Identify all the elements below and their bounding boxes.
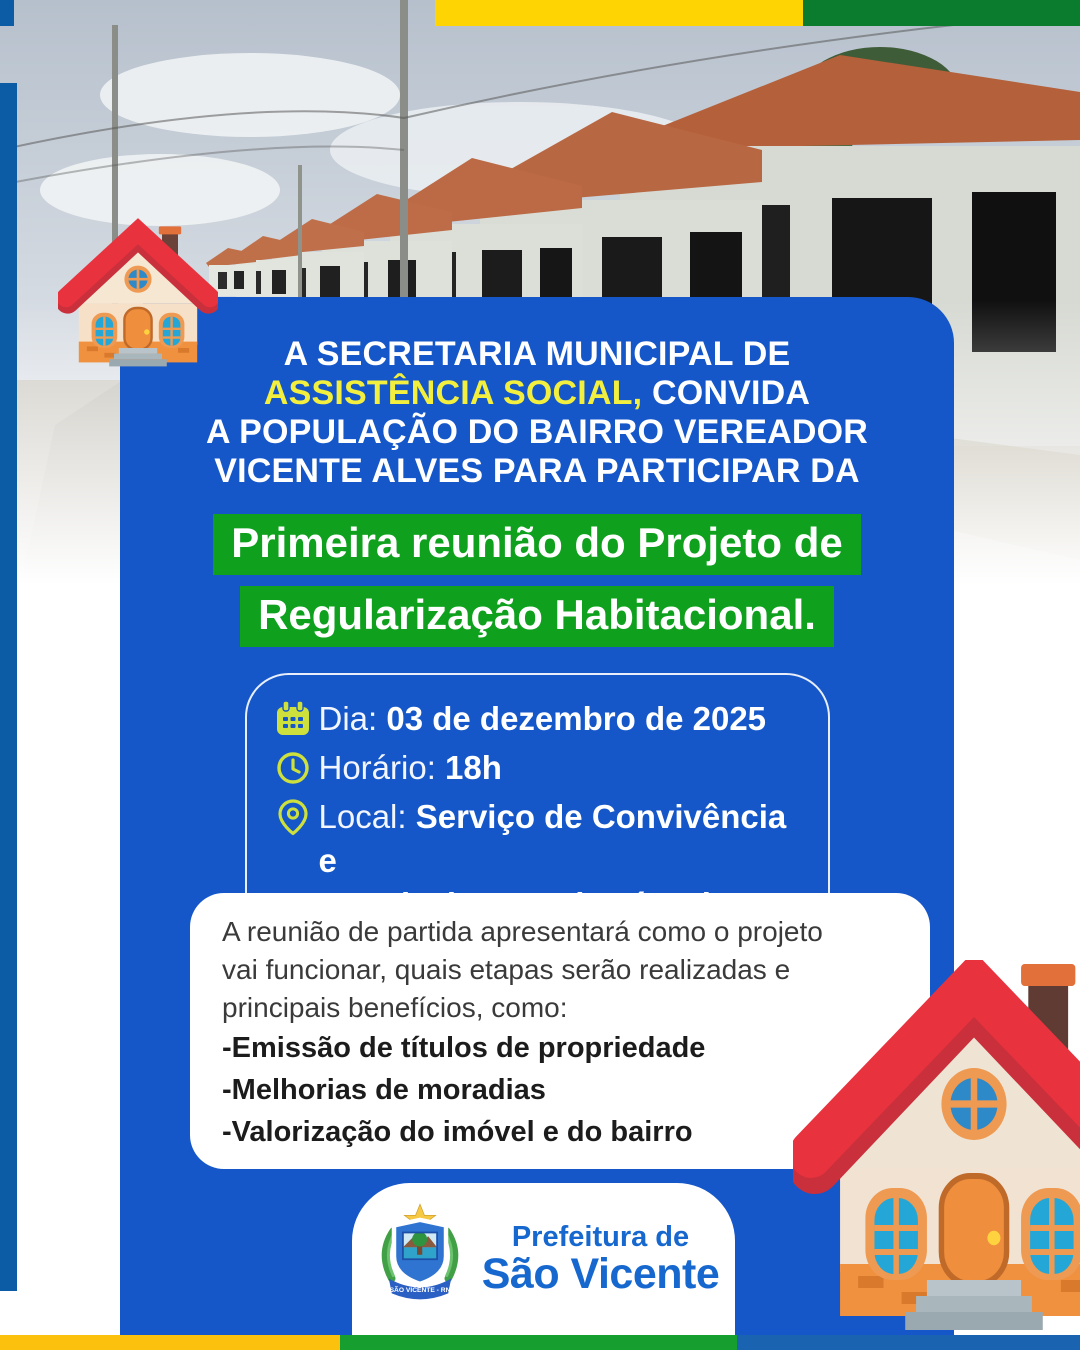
- bottom-bar-blue: [737, 1335, 1080, 1350]
- invitation-line-1: A SECRETARIA MUNICIPAL DE: [283, 335, 791, 373]
- calendar-icon: [273, 697, 319, 744]
- description-line: A reunião de partida apresentará como o projeto: [222, 916, 823, 947]
- benefit-item: -Melhorias de moradias: [222, 1074, 546, 1106]
- detail-row-time: [273, 746, 802, 793]
- coat-of-arms: [368, 1198, 472, 1321]
- logo-line-1: Prefeitura de: [511, 1221, 690, 1253]
- benefit-item: -Emissão de títulos de propriedade: [222, 1032, 706, 1064]
- detail-time: Horário: 18h: [318, 749, 502, 786]
- invitation-line-4: VICENTE ALVES PARA PARTICIPAR DA: [214, 452, 860, 490]
- invitation-line-2: ASSISTÊNCIA SOCIAL, CONVIDA: [263, 374, 811, 412]
- description-line: vai funcionar, quais etapas serão realizadas e: [222, 954, 791, 985]
- house-illustration-bottom-right: [793, 960, 1080, 1340]
- event-title-line-1: Primeira reunião do Projeto de: [213, 514, 860, 575]
- house-illustration-top-left: [58, 218, 218, 374]
- location-pin-icon: [273, 795, 319, 842]
- bottom-bar-green: [340, 1335, 737, 1350]
- bottom-bar-yellow: [0, 1335, 340, 1350]
- highlighted-department: ASSISTÊNCIA SOCIAL,: [263, 374, 643, 412]
- top-bar-yellow: [435, 0, 803, 26]
- left-edge-strip: [0, 83, 17, 1291]
- left-corner-accent: [0, 0, 14, 26]
- svg-text:SÃO VICENTE - RN: SÃO VICENTE - RN: [389, 1286, 451, 1294]
- benefit-item: -Valorização do imóvel e do bairro: [222, 1116, 693, 1148]
- clock-icon: [273, 746, 319, 793]
- city-hall-logo: [352, 1183, 735, 1335]
- event-title-line-2: Regularização Habitacional.: [240, 586, 834, 647]
- detail-row-date: [273, 697, 802, 744]
- invitation-text: [120, 335, 954, 491]
- event-title: [120, 513, 954, 657]
- detail-date: Dia: 03 de dezembro de 2025: [318, 700, 767, 737]
- logo-wordmark: [482, 1222, 720, 1296]
- detail-place: Local: Serviço de Convivência e: [318, 798, 787, 879]
- logo-line-2: São Vicente: [481, 1250, 720, 1298]
- top-bar-green: [803, 0, 1080, 26]
- invitation-line-3: A POPULAÇÃO DO BAIRRO VEREADOR: [205, 413, 869, 451]
- description-line: principais benefícios, como:: [222, 992, 568, 1023]
